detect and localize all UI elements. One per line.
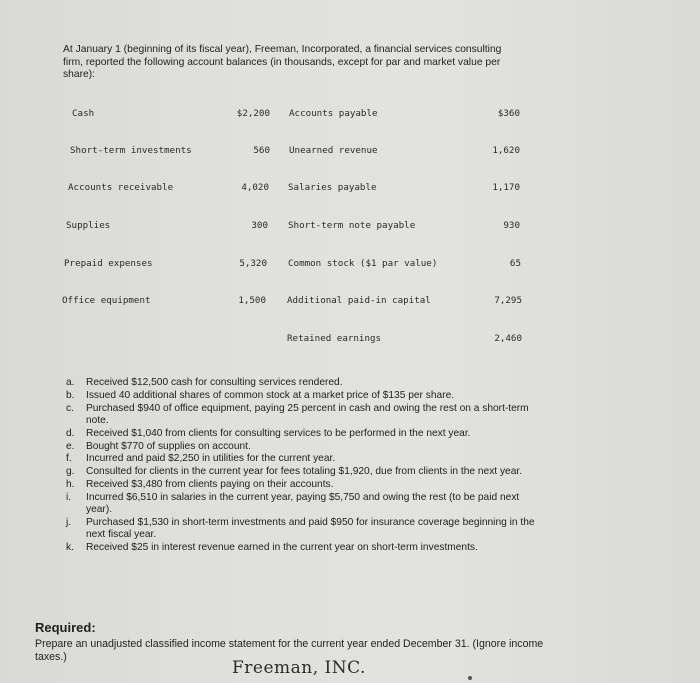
right-account-name: Common stock ($1 par value) [288,258,438,269]
item-letter: g. [66,466,75,478]
item-text: Bought $770 of supplies on account. [86,440,251,452]
account-row [0,108,700,122]
right-account-name: Unearned revenue [289,145,378,156]
right-account-name: Additional paid-in capital [287,295,431,306]
account-row [0,333,700,347]
account-row [0,220,700,234]
item-letter: f. [66,453,72,465]
left-account-name: Cash [72,108,95,119]
left-account-value: 300 [251,220,268,231]
item-text: Purchased $940 of office equipment, paying 25 percent in cash and owing the rest on a short-term note. [86,402,529,426]
list-item [66,492,536,516]
item-text: Purchased $1,530 in short-term investments and paid $950 for insurance coverage beginning in the next fiscal year. [86,516,535,540]
right-account-name: Salaries payable [288,182,377,193]
item-text: Issued 40 additional shares of common stock at a market price of $135 per share. [86,389,455,401]
right-account-value: 930 [503,220,520,231]
right-account-value: $360 [497,108,520,119]
left-account-name: Office equipment [62,295,151,306]
intro-paragraph: At January 1 (beginning of its fiscal year), Freeman, Incorporated, a financial services consulting firm, reported the following account balances (in thousands, except for par and market value per share): [63,44,502,81]
item-text: Received $3,480 from clients paying on their accounts. [86,479,334,491]
item-letter: h. [66,479,75,491]
item-text: Received $12,500 cash for consulting services rendered. [86,377,343,388]
item-text: Incurred $6,510 in salaries in the current year, paying $5,750 and owing the rest (to be paid next year). [86,492,520,516]
account-row [0,295,700,309]
item-letter: i. [66,492,72,504]
transaction-list [66,377,536,555]
item-letter: a. [66,377,75,388]
handwritten-note: Freeman, INC. [232,658,366,678]
left-account-value: $2,200 [236,108,270,119]
item-letter: j. [66,516,72,528]
item-text: Incurred and paid $2,250 in utilities for the current year. [86,453,336,465]
right-account-name: Short-term note payable [288,220,416,231]
left-account-value: 1,500 [238,295,266,306]
item-letter: c. [66,402,74,414]
right-account-value: 1,170 [492,182,520,193]
required-instructions: Prepare an unadjusted classified income statement for the current year ended December 31. (Ignore income taxes.) [35,638,544,663]
list-item [66,390,536,402]
list-item [66,428,536,440]
right-account-value: 1,620 [492,145,520,156]
list-item [66,542,536,554]
item-letter: e. [66,440,75,452]
right-account-value: 65 [509,258,521,269]
right-account-name: Accounts payable [289,108,378,119]
item-text: Received $25 in interest revenue earned in the current year on short-term investments. [86,541,478,553]
item-letter: k. [66,541,74,553]
left-account-value: 4,020 [241,182,269,193]
account-row [0,145,700,159]
right-account-value: 2,460 [494,333,522,344]
item-text: Received $1,040 from clients for consulting services to be performed in the next year. [86,427,471,439]
account-row [0,182,700,196]
item-letter: d. [66,427,75,439]
list-item [66,466,536,478]
left-account-value: 560 [253,145,270,156]
item-text: Consulted for clients in the current year for fees totaling $1,920, due from clients in the next year. [86,466,523,478]
pen-mark [468,676,472,680]
left-account-name: Supplies [66,220,111,231]
right-account-name: Retained earnings [287,333,382,344]
list-item [66,403,536,427]
left-account-name: Short-term investments [70,145,192,156]
required-heading: Required: [35,620,96,635]
list-item [66,441,536,453]
left-account-name: Prepaid expenses [64,258,153,269]
list-item [66,377,536,389]
left-account-name: Accounts receivable [68,182,174,193]
account-row [0,258,700,272]
list-item [66,479,536,491]
right-account-value: 7,295 [494,295,522,306]
list-item [66,517,536,541]
left-account-value: 5,320 [239,258,267,269]
item-letter: b. [66,389,75,401]
list-item [66,453,536,465]
